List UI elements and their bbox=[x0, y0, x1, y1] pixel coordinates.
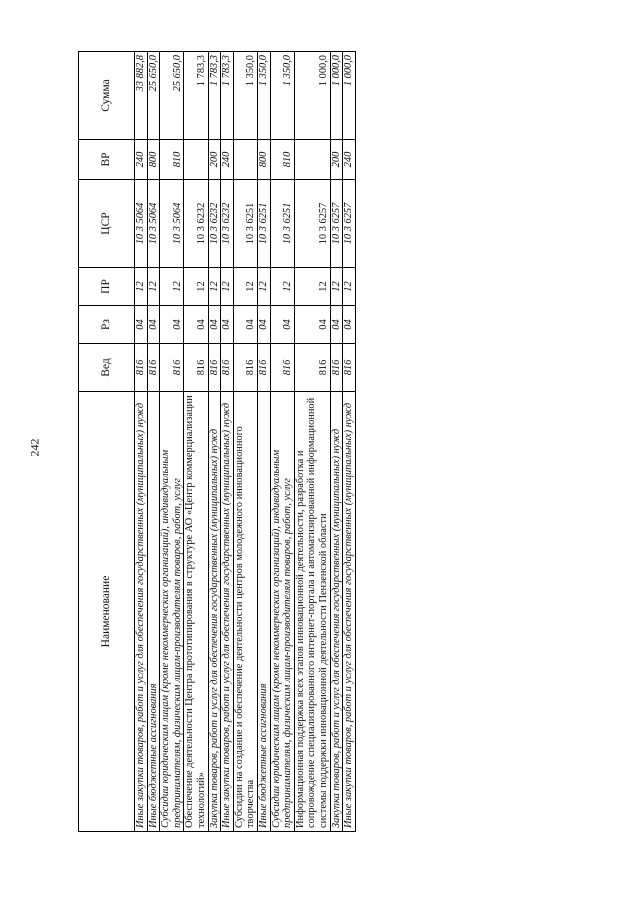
cell-ved: 816 bbox=[160, 344, 184, 392]
cell-pr: 12 bbox=[221, 268, 234, 306]
cell-sum: 1 783,3 bbox=[208, 52, 221, 140]
header-csr: ЦСР bbox=[79, 180, 135, 268]
cell-vr: 240 bbox=[221, 140, 234, 180]
cell-pr: 12 bbox=[135, 268, 148, 306]
cell-name: Иные закупки товаров, работ и услуг для обеспечения государственных (муниципальных) нужд bbox=[135, 392, 148, 832]
cell-csr: 10 3 5064 bbox=[160, 180, 184, 268]
cell-rz: 04 bbox=[135, 306, 148, 344]
cell-ved: 816 bbox=[135, 344, 148, 392]
cell-name: Закупка товаров, работ и услуг для обеспечения государственных (муниципальных) нужд bbox=[330, 392, 343, 832]
cell-vr bbox=[233, 140, 257, 180]
cell-csr: 10 3 6251 bbox=[270, 180, 294, 268]
cell-name: Иные бюджетные ассигнования bbox=[257, 392, 270, 832]
cell-sum: 1 350,0 bbox=[257, 52, 270, 140]
cell-csr: 10 3 6257 bbox=[343, 180, 356, 268]
cell-ved: 816 bbox=[343, 344, 356, 392]
cell-name: Иные закупки товаров, работ и услуг для обеспечения государственных (муниципальных) нужд bbox=[343, 392, 356, 832]
cell-ved: 816 bbox=[294, 344, 330, 392]
cell-rz: 04 bbox=[270, 306, 294, 344]
cell-sum: 1 350,0 bbox=[233, 52, 257, 140]
table-row bbox=[208, 52, 221, 832]
table-row bbox=[343, 52, 356, 832]
table-row bbox=[221, 52, 234, 832]
cell-sum: 1 783,3 bbox=[221, 52, 234, 140]
cell-csr: 10 3 6251 bbox=[233, 180, 257, 268]
table-row bbox=[270, 52, 294, 832]
cell-rz: 04 bbox=[221, 306, 234, 344]
cell-ved: 816 bbox=[257, 344, 270, 392]
cell-rz: 04 bbox=[257, 306, 270, 344]
cell-csr: 10 3 5064 bbox=[147, 180, 160, 268]
cell-name: Субсидии на создание и обеспечение деятельности центров молодежного инновационного творчества bbox=[233, 392, 257, 832]
cell-vr: 810 bbox=[160, 140, 184, 180]
cell-pr: 12 bbox=[160, 268, 184, 306]
cell-ved: 816 bbox=[330, 344, 343, 392]
cell-rz: 04 bbox=[184, 306, 208, 344]
header-name: Наименование bbox=[79, 392, 135, 832]
cell-ved: 816 bbox=[221, 344, 234, 392]
cell-csr: 10 3 6232 bbox=[221, 180, 234, 268]
cell-pr: 12 bbox=[233, 268, 257, 306]
cell-ved: 816 bbox=[233, 344, 257, 392]
cell-csr: 10 3 6232 bbox=[184, 180, 208, 268]
cell-vr bbox=[184, 140, 208, 180]
cell-pr: 12 bbox=[330, 268, 343, 306]
cell-ved: 816 bbox=[208, 344, 221, 392]
cell-csr: 10 3 6232 bbox=[208, 180, 221, 268]
cell-pr: 12 bbox=[147, 268, 160, 306]
header-pr: ПР bbox=[79, 268, 135, 306]
header-vr: ВР bbox=[79, 140, 135, 180]
cell-name: Иные закупки товаров, работ и услуг для обеспечения государственных (муниципальных) нужд bbox=[221, 392, 234, 832]
table-row bbox=[147, 52, 160, 832]
cell-sum: 1 000,0 bbox=[330, 52, 343, 140]
cell-csr: 10 3 5064 bbox=[135, 180, 148, 268]
cell-sum: 1 000,0 bbox=[343, 52, 356, 140]
cell-rz: 04 bbox=[233, 306, 257, 344]
cell-vr: 800 bbox=[147, 140, 160, 180]
table-row bbox=[294, 52, 330, 832]
cell-csr: 10 3 6257 bbox=[294, 180, 330, 268]
header-sum: Сумма bbox=[79, 52, 135, 140]
cell-sum: 25 650,0 bbox=[147, 52, 160, 140]
cell-vr: 800 bbox=[257, 140, 270, 180]
cell-pr: 12 bbox=[208, 268, 221, 306]
cell-name: Субсидии юридическим лицам (кроме некоммерческих организаций), индивидуальным предпринимателям, физическим лицам-производителям товаров, работ, услуг bbox=[160, 392, 184, 832]
cell-ved: 816 bbox=[270, 344, 294, 392]
cell-name: Иные бюджетные ассигнования bbox=[147, 392, 160, 832]
cell-sum: 1 000,0 bbox=[294, 52, 330, 140]
table-row bbox=[184, 52, 208, 832]
cell-rz: 04 bbox=[294, 306, 330, 344]
rotated-table-container bbox=[78, 52, 510, 832]
cell-rz: 04 bbox=[160, 306, 184, 344]
cell-vr: 200 bbox=[208, 140, 221, 180]
table-row bbox=[160, 52, 184, 832]
page-number: 242 bbox=[27, 438, 42, 457]
cell-vr: 240 bbox=[135, 140, 148, 180]
cell-vr: 240 bbox=[343, 140, 356, 180]
cell-pr: 12 bbox=[294, 268, 330, 306]
table-row bbox=[135, 52, 148, 832]
cell-name: Закупка товаров, работ и услуг для обеспечения государственных (муниципальных) нужд bbox=[208, 392, 221, 832]
cell-rz: 04 bbox=[330, 306, 343, 344]
cell-sum: 1 783,3 bbox=[184, 52, 208, 140]
cell-name: Информационная поддержка всех этапов инновационной деятельности, разработка и сопровождение специализированного интернет-портала и автоматизированной информационной системы поддержки инновационной деятельности Пензенской области bbox=[294, 392, 330, 832]
cell-rz: 04 bbox=[208, 306, 221, 344]
table-header-row bbox=[79, 52, 135, 832]
cell-vr: 200 bbox=[330, 140, 343, 180]
table-row bbox=[330, 52, 343, 832]
budget-table bbox=[78, 51, 356, 832]
cell-pr: 12 bbox=[257, 268, 270, 306]
cell-csr: 10 3 6251 bbox=[257, 180, 270, 268]
cell-sum: 25 650,0 bbox=[160, 52, 184, 140]
cell-vr bbox=[294, 140, 330, 180]
cell-pr: 12 bbox=[270, 268, 294, 306]
cell-vr: 810 bbox=[270, 140, 294, 180]
table-row bbox=[257, 52, 270, 832]
header-ved: Вед bbox=[79, 344, 135, 392]
cell-ved: 816 bbox=[184, 344, 208, 392]
cell-rz: 04 bbox=[147, 306, 160, 344]
cell-rz: 04 bbox=[343, 306, 356, 344]
cell-pr: 12 bbox=[184, 268, 208, 306]
header-rz: Рз bbox=[79, 306, 135, 344]
table-row bbox=[233, 52, 257, 832]
cell-csr: 10 3 6257 bbox=[330, 180, 343, 268]
cell-pr: 12 bbox=[343, 268, 356, 306]
cell-sum: 1 350,0 bbox=[270, 52, 294, 140]
cell-sum: 33 882,8 bbox=[135, 52, 148, 140]
cell-name: Субсидии юридическим лицам (кроме некоммерческих организаций), индивидуальным предпринимателям, физическим лицам-производителям товаров, работ, услуг bbox=[270, 392, 294, 832]
cell-name: Обеспечение деятельности Центра прототипирования в структуре АО «Центр коммерциализации технологий» bbox=[184, 392, 208, 832]
cell-ved: 816 bbox=[147, 344, 160, 392]
